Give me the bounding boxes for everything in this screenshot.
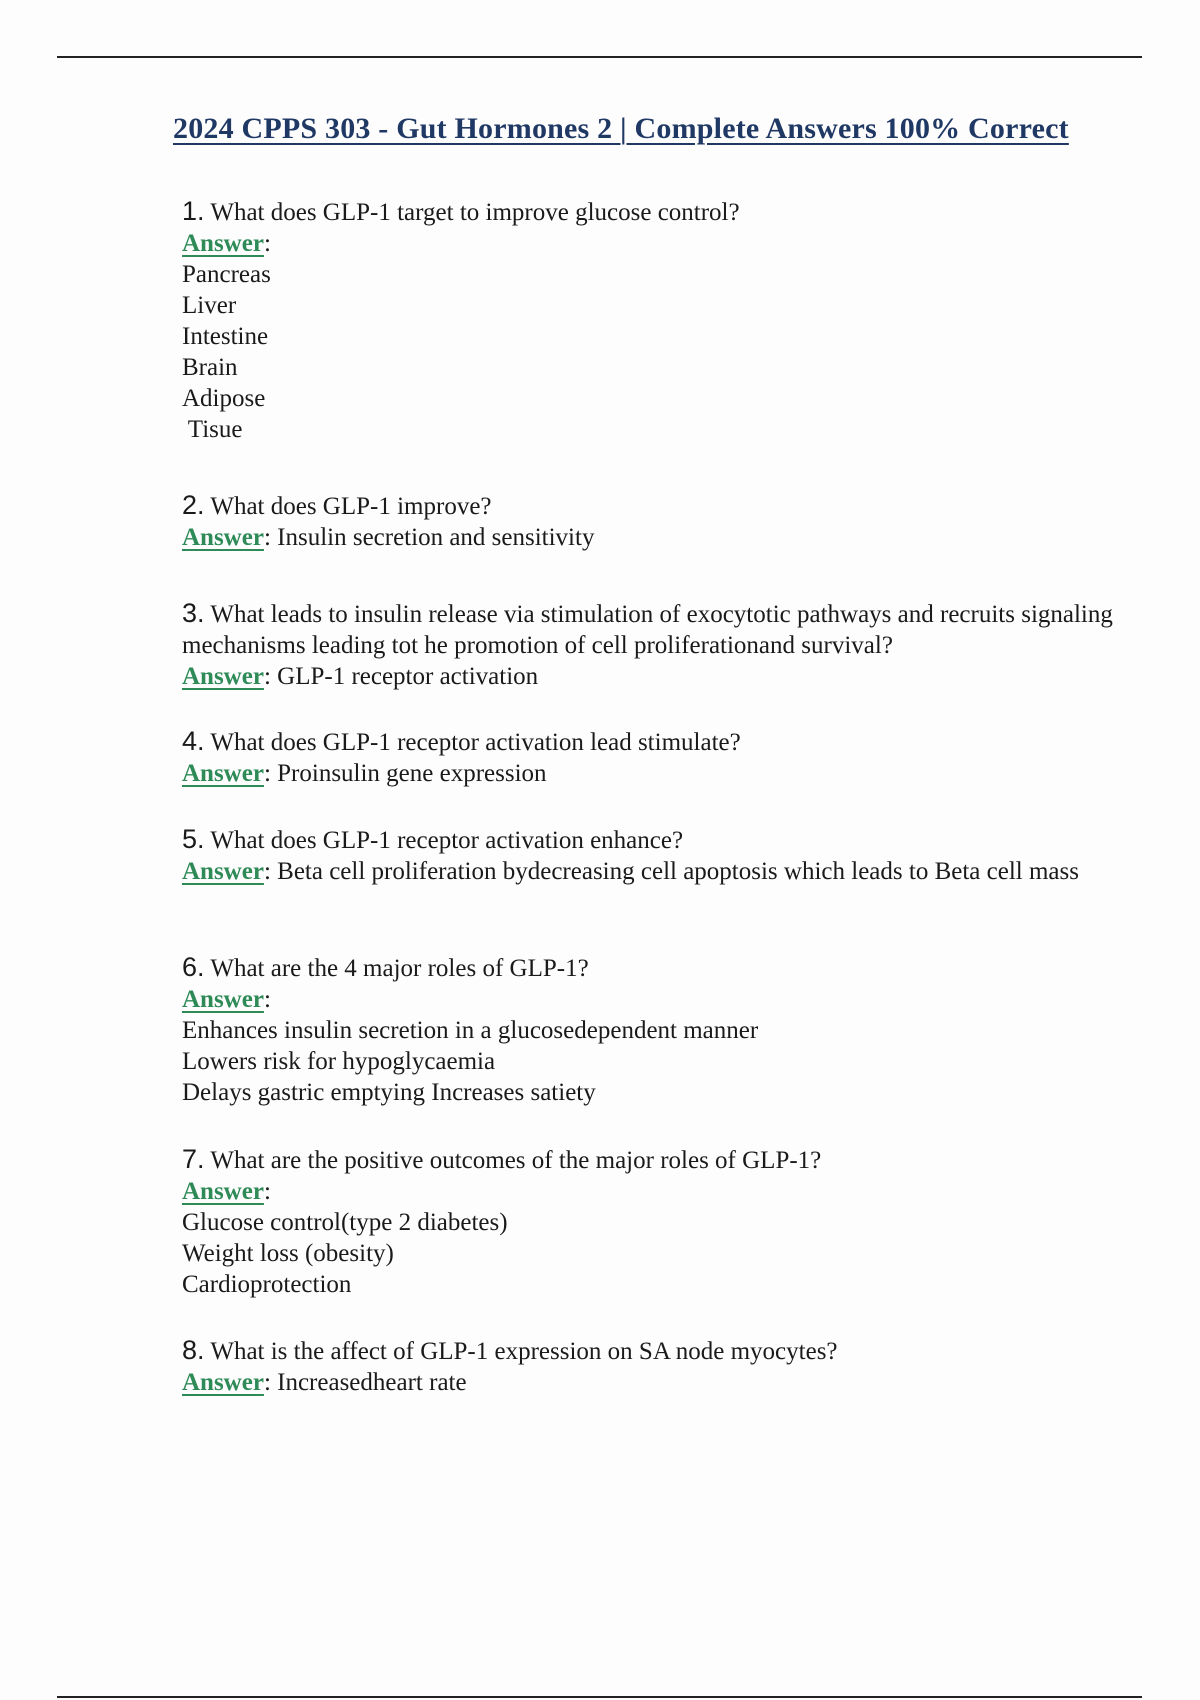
list-item: Lowers risk for hypoglycaemia — [182, 1048, 496, 1075]
question-block-3 — [182, 598, 1132, 692]
top-rule — [57, 56, 1142, 58]
question-block-8 — [182, 1335, 1132, 1398]
answer-line: Answer: Beta cell proliferation bydecreasing cell apoptosis which leads to Beta cell mass — [182, 858, 1079, 885]
answer-label: Answer — [182, 663, 264, 690]
answer-list — [182, 1015, 1132, 1108]
question-block-5 — [182, 824, 1132, 887]
answer-line: Answer: GLP-1 receptor activation — [182, 663, 539, 690]
list-item: Glucose control(type 2 diabetes) — [182, 1209, 508, 1236]
answer-label: Answer — [182, 524, 264, 551]
question-number: 1. — [182, 196, 205, 226]
answer-line: Answer: Increasedheart rate — [182, 1369, 467, 1396]
question-text: 3. What leads to insulin release via stimulation of exocytotic pathways and recruits signaling mechanisms leading tot he promotion of cell proliferationand survival? — [182, 598, 1113, 659]
answer-label: Answer — [182, 760, 264, 787]
question-text: 4. What does GLP-1 receptor activation lead stimulate? — [182, 726, 741, 756]
answer-label: Answer — [182, 230, 264, 257]
question-number: 5. — [182, 824, 205, 854]
answer-label: Answer — [182, 1178, 264, 1205]
question-block-4 — [182, 726, 1132, 789]
list-item: Liver — [182, 292, 237, 319]
question-text: 2. What does GLP-1 improve? — [182, 490, 492, 520]
question-text: 1. What does GLP-1 target to improve glucose control? — [182, 196, 740, 226]
answer-list — [182, 1207, 1132, 1300]
question-block-7 — [182, 1144, 1132, 1300]
question-number: 6. — [182, 952, 205, 982]
list-item: Tisue — [182, 416, 243, 443]
answer-label: Answer — [182, 1369, 264, 1396]
question-block-6 — [182, 952, 1132, 1108]
question-text: 5. What does GLP-1 receptor activation enhance? — [182, 824, 684, 854]
answer-label: Answer — [182, 986, 264, 1013]
question-number: 8. — [182, 1335, 205, 1365]
list-item: Cardioprotection — [182, 1271, 352, 1298]
answer-list — [182, 259, 1132, 445]
question-text: 7. What are the positive outcomes of the major roles of GLP-1? — [182, 1144, 822, 1174]
list-item: Adipose — [182, 385, 266, 412]
answer-line: Answer: — [182, 1178, 271, 1205]
question-block-1 — [182, 196, 1132, 445]
question-text: 8. What is the affect of GLP-1 expression on SA node myocytes? — [182, 1335, 838, 1365]
question-text: 6. What are the 4 major roles of GLP-1? — [182, 952, 589, 982]
answer-label: Answer — [182, 858, 264, 885]
question-block-2 — [182, 490, 1132, 553]
list-item: Weight loss (obesity) — [182, 1240, 394, 1267]
list-item: Intestine — [182, 323, 269, 350]
answer-line: Answer: Proinsulin gene expression — [182, 760, 547, 787]
list-item: Pancreas — [182, 261, 271, 288]
list-item: Enhances insulin secretion in a glucosedependent manner — [182, 1017, 759, 1044]
question-number: 4. — [182, 726, 205, 756]
question-number: 2. — [182, 490, 205, 520]
list-item: Delays gastric emptying Increases satiety — [182, 1079, 596, 1106]
answer-line: Answer: — [182, 986, 271, 1013]
answer-line: Answer: Insulin secretion and sensitivity — [182, 524, 595, 551]
bottom-rule — [57, 1696, 1142, 1698]
answer-line: Answer: — [182, 230, 271, 257]
list-item: Brain — [182, 354, 238, 381]
page-title: 2024 CPPS 303 - Gut Hormones 2 | Complete Answers 100% Correct — [173, 112, 1069, 145]
question-number: 3. — [182, 598, 205, 628]
question-number: 7. — [182, 1144, 205, 1174]
